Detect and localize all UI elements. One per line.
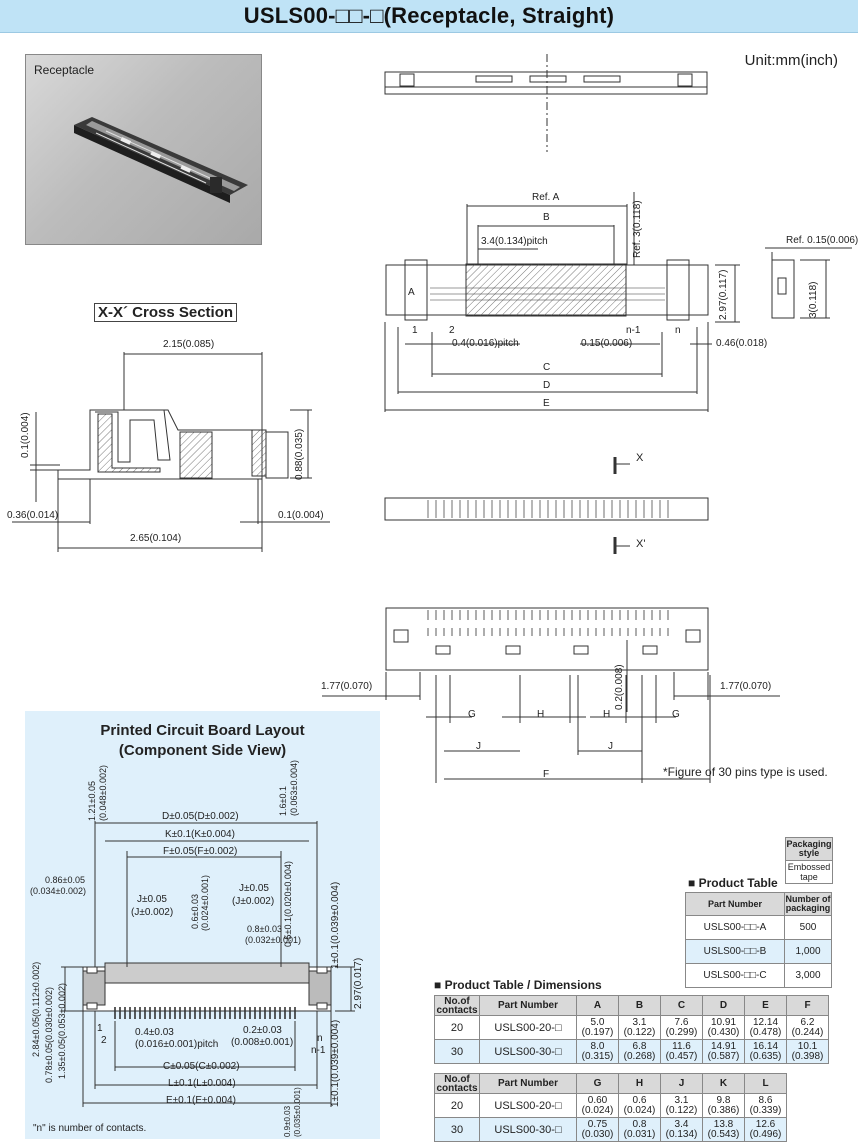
pcb-dim-02: 0.2±0.03 [243, 1025, 282, 1036]
table-cell: USLS00-□□-C [686, 964, 785, 988]
table-cell: 3.1 (0.122) [661, 1094, 703, 1118]
dim-header: No.of contacts [436, 1073, 478, 1094]
table-cell: USLS00-20-□ [480, 1094, 577, 1118]
cross-section-title: X-X´ Cross Section [94, 303, 237, 322]
table-cell: 10.1 (0.398) [787, 1040, 829, 1064]
product-table-title-text: Product Table [698, 876, 778, 890]
table-cell: 6.8 (0.268) [619, 1040, 661, 1064]
pcb-dim-05: 0.5±0.1(0.020±0.004) [283, 861, 293, 947]
table-cell: 10.91 (0.430) [703, 1016, 745, 1040]
table-cell: 8.0 (0.315) [577, 1040, 619, 1064]
pcb-dim-135: 1.35±0.05(0.053±0.002) [57, 983, 67, 1079]
dim-e: E [543, 398, 550, 409]
product-table-header: Number of packaging [785, 893, 832, 916]
dimensions-table-1 [434, 995, 829, 1064]
pcb-dim-121-inch: (0.048±0.002) [98, 765, 108, 821]
pcb-dim-l: L±0.1(L±0.004) [168, 1078, 236, 1089]
dim-pitch-34: 3.4(0.134)pitch [481, 236, 548, 247]
section-xp-label: X' [636, 538, 646, 550]
dim-265: 2.65(0.104) [130, 533, 182, 544]
pcb-dim-c: C±0.05(C±0.002) [163, 1061, 240, 1072]
dim-j-left: J [476, 741, 481, 752]
dim-046: 0.46(0.018) [716, 338, 768, 349]
table-cell: 7.6 (0.299) [661, 1016, 703, 1040]
pcb-title-line2: (Component Side View) [118, 742, 287, 759]
pcb-dim-297: 2.97(0.017) [353, 957, 364, 1009]
pcb-dim-09: 0.9±0.03 [283, 1105, 292, 1137]
section-x-label: X [636, 452, 644, 464]
pcb-dim-j-left-inch: (J±0.002) [131, 907, 174, 918]
pin-1-label: 1 [412, 325, 418, 336]
table-cell: 8.6 (0.339) [745, 1094, 787, 1118]
dim-header: F [787, 996, 829, 1016]
pcb-pin-n: n [317, 1033, 323, 1044]
table-cell: 13.8 (0.543) [703, 1118, 745, 1142]
dim-ref-a: Ref. A [532, 192, 560, 203]
pin-n-label: n [675, 325, 681, 336]
dim-297: 2.97(0.117) [718, 269, 729, 320]
pcb-dim-j-right: J±0.05 [239, 883, 269, 894]
table-cell: 30 [435, 1040, 480, 1064]
dim-header: A [577, 996, 619, 1016]
technical-drawings [0, 32, 858, 712]
table-cell: 12.6 (0.496) [745, 1118, 787, 1142]
packaging-style-header: Packaging style [786, 838, 833, 861]
dim-3: 3(0.118) [808, 281, 819, 318]
pcb-dim-08: 0.8±0.03 [247, 924, 282, 934]
table-cell: 0.6 (0.024) [619, 1094, 661, 1118]
pcb-dim-1-top: 1±0.1(0.039±0.004) [330, 881, 341, 969]
pin-2-label: 2 [449, 325, 455, 336]
table-cell: 30 [435, 1118, 480, 1142]
table-cell: 3.4 (0.134) [661, 1118, 703, 1142]
product-table-header: Part Number [686, 893, 785, 916]
table-cell: USLS00-30-□ [480, 1118, 577, 1142]
mark-a: A [408, 287, 415, 298]
figure-note: *Figure of 30 pins type is used. [663, 765, 828, 779]
dim-02: 0.2(0.008) [614, 664, 625, 710]
pcb-dim-02-inch: (0.008±0.001) [231, 1037, 294, 1048]
dim-header: K [703, 1074, 745, 1094]
table-row [686, 940, 832, 964]
table-cell: 3,000 [785, 964, 832, 988]
dim-header: B [619, 996, 661, 1016]
dim-f: F [543, 769, 550, 780]
dim-g-right: G [672, 709, 680, 720]
dim-header: E [745, 996, 787, 1016]
pcb-title-line1: Printed Circuit Board Layout [100, 722, 305, 739]
pcb-dim-08-inch: (0.032±0.001) [245, 935, 301, 945]
pcb-dim-16: 1.6±0.1 [278, 786, 288, 816]
dim-01-vertical: 0.1(0.004) [20, 412, 31, 458]
pcb-dim-121: 1.21±0.05 [87, 781, 97, 821]
pcb-dim-k: K±0.1(K±0.004) [165, 829, 235, 840]
pcb-dim-d: D±0.05(D±0.002) [162, 811, 239, 822]
pcb-dim-pitch-inch: (0.016±0.001)pitch [135, 1039, 219, 1050]
pcb-dim-j-left: J±0.05 [137, 894, 167, 905]
pcb-dim-j-right-inch: (J±0.002) [232, 896, 275, 907]
pcb-dim-e: E±0.1(E±0.004) [166, 1095, 236, 1106]
pcb-dim-f: F±0.05(F±0.002) [163, 846, 238, 857]
table-cell: 12.14 (0.478) [745, 1016, 787, 1040]
pcb-dim-06-inch: (0.024±0.001) [200, 875, 210, 931]
table-cell: 16.14 (0.635) [745, 1040, 787, 1064]
table-cell: 0.8 (0.031) [619, 1118, 661, 1142]
unit-label: Unit:mm(inch) [744, 52, 838, 69]
table-cell: 500 [785, 916, 832, 940]
photo-label: Receptacle [34, 63, 95, 77]
pcb-dim-06: 0.6±0.03 [190, 894, 200, 929]
pcb-pin-1: 1 [97, 1023, 103, 1034]
table-cell: USLS00-□□-B [686, 940, 785, 964]
dim-header: L [745, 1074, 787, 1094]
pcb-dim-1-bottom: 1±0.1(0.039±0.004) [330, 1019, 341, 1107]
dim-d: D [543, 380, 551, 391]
dim-header: J [661, 1074, 703, 1094]
table-cell: 1,000 [785, 940, 832, 964]
dim-036: 0.36(0.014) [7, 510, 59, 521]
title-bar [0, 0, 858, 33]
table-row [435, 1040, 829, 1064]
dim-header: No.of contacts [436, 995, 478, 1016]
table-cell: 0.60 (0.024) [577, 1094, 619, 1118]
dim-header: Part Number [480, 996, 577, 1016]
dim-177-left: 1.77(0.070) [321, 681, 373, 692]
dimensions-table-title-text: Product Table / Dimensions [444, 978, 602, 992]
dimensions-table-title: ■ Product Table / Dimensions [434, 978, 602, 992]
pcb-pin-2: 2 [101, 1035, 107, 1046]
dim-01-horizontal: 0.1(0.004) [278, 510, 324, 521]
table-row [435, 1118, 787, 1142]
table-cell: 3.1 (0.122) [619, 1016, 661, 1040]
dim-ref-015: Ref. 0.15(0.006) [786, 235, 858, 246]
dim-header: G [577, 1074, 619, 1094]
dim-g-left: G [468, 709, 476, 720]
pcb-dim-086: 0.86±0.05 [45, 875, 85, 885]
table-row [435, 1094, 787, 1118]
dim-015: 0.15(0.006) [581, 338, 633, 349]
table-cell: USLS00-30-□ [480, 1040, 577, 1064]
dim-088: 0.88(0.035) [294, 428, 305, 480]
table-cell: 20 [435, 1094, 480, 1118]
table-cell: USLS00-20-□ [480, 1016, 577, 1040]
page-title: USLS00-□□-□(Receptacle, Straight) [243, 3, 615, 28]
table-cell: 5.0 (0.197) [577, 1016, 619, 1040]
dim-h-left: H [537, 709, 545, 720]
dim-header: H [619, 1074, 661, 1094]
dim-ref-3: Ref. 3(0.118) [632, 200, 643, 258]
pcb-dim-086-inch: (0.034±0.002) [30, 886, 86, 896]
table-row [686, 916, 832, 940]
table-cell: 0.75 (0.030) [577, 1118, 619, 1142]
packaging-style-value: Embossed tape [786, 861, 833, 884]
table-row [686, 964, 832, 988]
dimensions-table-2 [434, 1073, 787, 1142]
dim-header: Part Number [480, 1074, 577, 1094]
dim-header: D [703, 996, 745, 1016]
table-cell: 6.2 (0.244) [787, 1016, 829, 1040]
product-table [685, 892, 832, 988]
pin-n1-label: n-1 [626, 325, 641, 336]
dim-pitch-04: 0.4(0.016)pitch [452, 338, 519, 349]
table-cell: USLS00-□□-A [686, 916, 785, 940]
packaging-style-table [785, 837, 833, 884]
table-cell: 11.6 (0.457) [661, 1040, 703, 1064]
dim-177-right: 1.77(0.070) [720, 681, 772, 692]
table-row [435, 1016, 829, 1040]
dim-h-right: H [603, 709, 611, 720]
dim-j-right: J [608, 741, 613, 752]
dim-c: C [543, 362, 551, 373]
pcb-dim-pitch: 0.4±0.03 [135, 1027, 174, 1038]
pcb-dim-16-inch: (0.063±0.004) [289, 760, 299, 816]
pcb-pin-n1: n-1 [311, 1045, 326, 1056]
pcb-dim-284: 2.84±0.05(0.112±0.002) [31, 961, 41, 1057]
dim-header: C [661, 996, 703, 1016]
product-table-title: ■ Product Table [688, 876, 778, 890]
dim-b: B [543, 212, 550, 223]
dim-215: 2.15(0.085) [163, 339, 215, 350]
pcb-dim-09-inch: (0.035±0.001) [293, 1087, 302, 1137]
table-cell: 9.8 (0.386) [703, 1094, 745, 1118]
table-cell: 14.91 (0.587) [703, 1040, 745, 1064]
pcb-layout-panel [25, 711, 380, 1139]
pcb-dim-078: 0.78±0.05(0.030±0.002) [44, 987, 54, 1083]
table-cell: 20 [435, 1016, 480, 1040]
pcb-note: "n" is number of contacts. [33, 1123, 147, 1134]
